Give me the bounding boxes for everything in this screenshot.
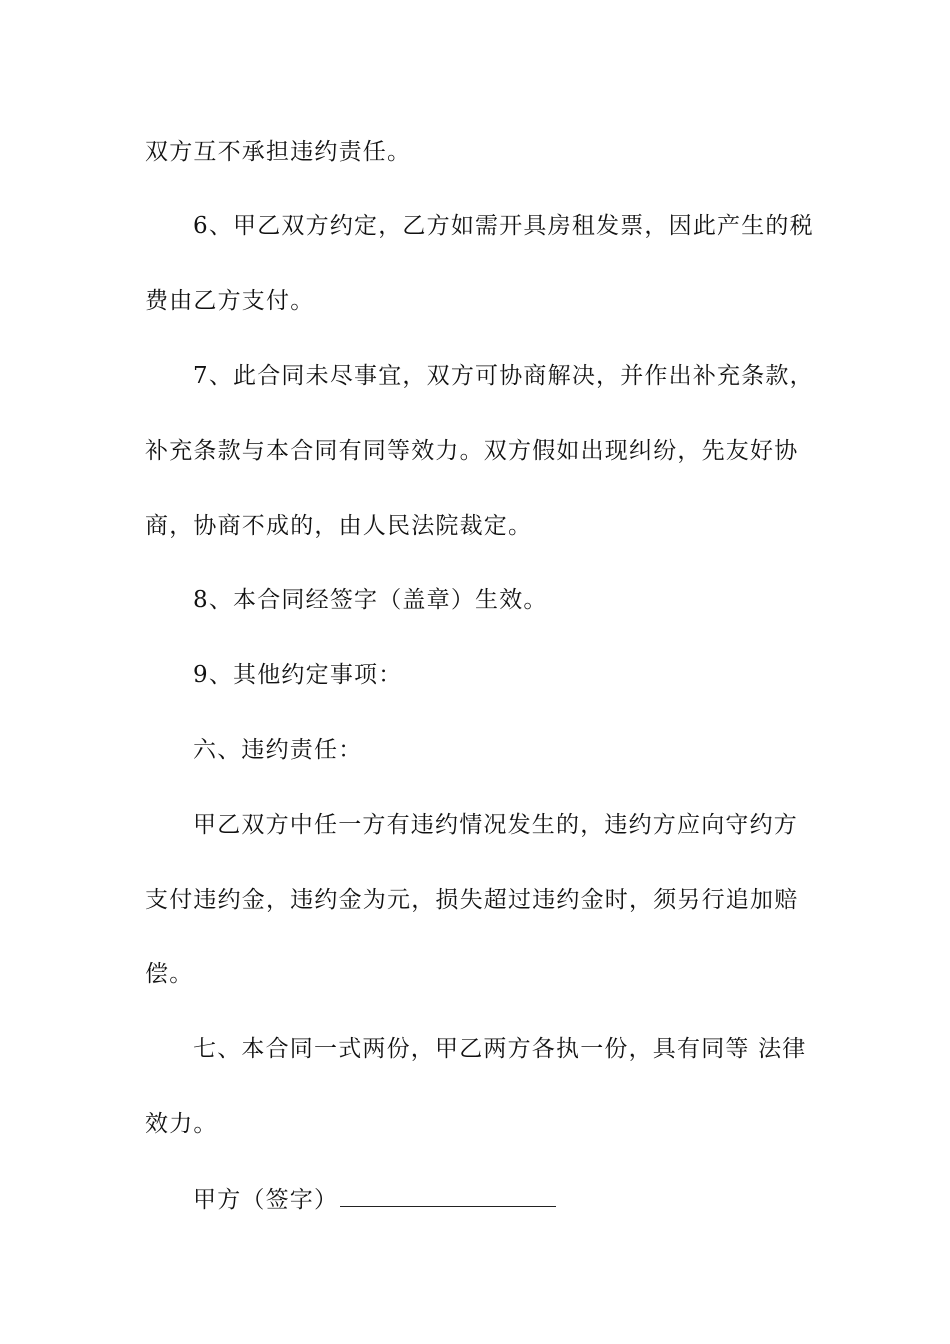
- paragraph-line: 效力。: [145, 1111, 218, 1137]
- paragraph-line: 支付违约金，违约金为元，损失超过违约金时，须另行追加赔: [145, 887, 799, 913]
- paragraph-line: 费由乙方支付。: [145, 288, 315, 314]
- clause-9-line: 9、其他约定事项：: [193, 662, 403, 688]
- clause-6-line: 6、甲乙双方约定，乙方如需开具房租发票，因此产生的税: [193, 213, 814, 239]
- paragraph-line: 商，协商不成的，由人民法院裁定。: [145, 513, 533, 539]
- clause-8-line: 8、本合同经签字（盖章）生效。: [193, 587, 548, 613]
- paragraph-line: 双方互不承担违约责任。: [145, 139, 412, 165]
- section-seven-line: 七、本合同一式两份，甲乙两方各执一份，具有同等 法律: [193, 1036, 807, 1062]
- signature-label: 甲方（签字）: [193, 1187, 339, 1213]
- section-heading-breach: 六、违约责任：: [193, 737, 363, 763]
- paragraph-line: 补充条款与本合同有同等效力。双方假如出现纠纷，先友好协: [145, 438, 799, 464]
- signature-line-party-a: [193, 1184, 863, 1215]
- paragraph-line: 偿。: [145, 961, 194, 987]
- breach-paragraph-line: 甲乙双方中任一方有违约情况发生的，违约方应向守约方: [193, 812, 798, 838]
- clause-7-line: 7、此合同未尽事宜，双方可协商解决，并作出补充条款，: [193, 363, 814, 389]
- signature-blank: [340, 1184, 556, 1207]
